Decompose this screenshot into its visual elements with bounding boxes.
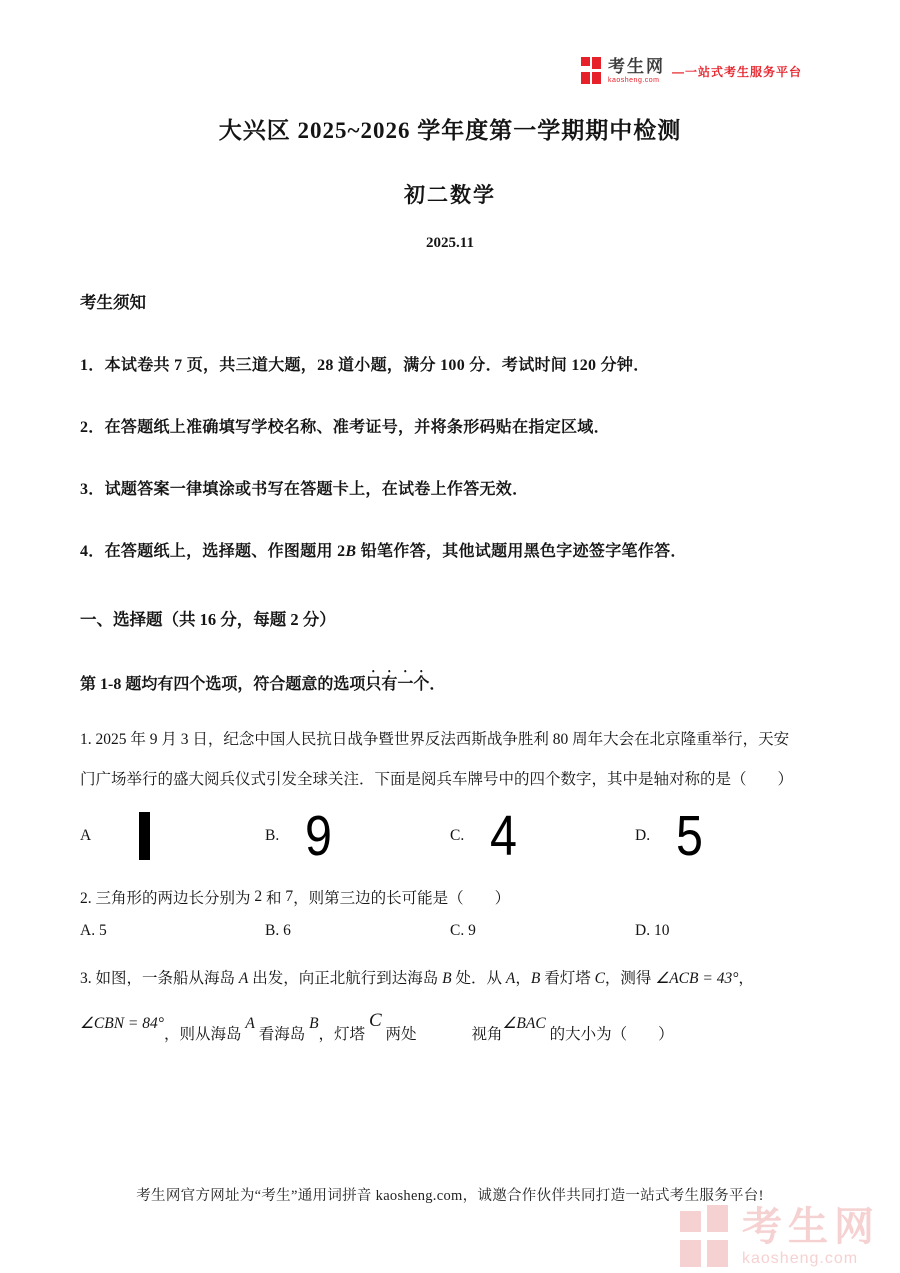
section-note-end: ． [429, 676, 446, 693]
q2-option-b: B. 6 [265, 922, 291, 939]
q1-option-b-digit: 9 [305, 804, 333, 868]
question-1-line1: 1. 2025 年 9 月 3 日，纪念中国人民抗日战争暨世界反法西斯战争胜利 80 周年大会在北京隆重举行，天安 [80, 731, 790, 748]
question-2-text-post: ，则第三边的长可能是（ ） [293, 890, 511, 907]
notice-item-2: 2．在答题纸上准确填写学校名称、准考证号，并将条形码贴在指定区域． [80, 419, 610, 436]
footer-text: 考生网官方网址为“考生”通用词拼音 kaosheng.com，诚邀合作伙伴共同打造一站式考生服务平台! [136, 1188, 764, 1204]
page-title: 大兴区 2025~2026 学年度第一学期期中检测 [218, 118, 682, 143]
q3-math-B3: B [309, 1015, 319, 1032]
q3-text: ，则从海岛 [163, 1026, 246, 1043]
q3-text: ， [515, 970, 531, 987]
q3-text: 视角 [471, 1026, 503, 1043]
q1-option-a-digit [139, 812, 150, 860]
watermark-brand-domain: kaosheng.com [742, 1250, 859, 1267]
question-1-line2: 门广场举行的盛大阅兵仪式引发全球关注．下面是阅兵车牌号中的四个数字，其中是轴对称的是（ ） [80, 771, 794, 788]
question-2-num1: 2 [254, 888, 263, 905]
section-note [80, 667, 820, 694]
question-2-text-pre: 2. 三角形的两边长分别为 [80, 890, 255, 907]
q3-text: ，测得 [604, 970, 656, 987]
brand-text-block [608, 58, 665, 84]
kaosheng-logo [581, 57, 802, 85]
q1-option-d-digit: 5 [676, 804, 704, 868]
watermark-logo [680, 1205, 880, 1269]
q3-text: 3. 如图，一条船从海岛 [80, 970, 239, 987]
brand-domain: kaosheng.com [607, 77, 660, 84]
subject-title: 初二数学 [404, 183, 496, 207]
notice-heading: 考生须知 [80, 293, 146, 312]
q3-text: 的大小为（ ） [545, 1026, 674, 1043]
q3-math-angle-BAC: ∠BAC [502, 1015, 546, 1032]
q1-option-d [635, 804, 820, 868]
q1-option-c-label: C. [450, 827, 465, 844]
q2-option-c: C. 9 [450, 922, 476, 939]
question-3-line2 [80, 1012, 820, 1060]
q3-text: ， [738, 970, 754, 987]
q3-text: 处．从 [451, 970, 506, 987]
q3-math-A2: A [505, 970, 516, 987]
section-heading: 一、选择题（共 16 分，每题 2 分） [80, 610, 336, 629]
q1-option-b-label: B. [265, 827, 280, 844]
kaosheng-logo-icon [581, 57, 603, 85]
q3-math-A3: A [245, 1015, 255, 1032]
q3-text: 出发，向正北航行到达海岛 [248, 970, 443, 987]
q3-math-B2: B [530, 970, 541, 987]
watermark-brand-name: 考生网 [742, 1205, 880, 1249]
q3-text: 看灯塔 [540, 970, 595, 987]
brand-tagline: —一站式考生服务平台 [671, 64, 802, 79]
q3-math-angle-ACB: ∠ACB = 43° [655, 970, 739, 987]
q3-math-B: B [442, 970, 452, 987]
q3-math-A: A [238, 970, 249, 987]
notice-item-4-post: 铅笔作答，其他试题用黑色字迹签字笔作答． [356, 543, 687, 560]
section-note-pre: 第 1-8 题均有四个选项，符合题意的选项 [80, 676, 366, 693]
q1-option-a-label: A [80, 827, 92, 844]
brand-name: 考生网 [607, 57, 665, 76]
question-2 [80, 884, 820, 914]
q1-option-a [80, 804, 265, 868]
section-note-emphasis: 只有一个 [365, 676, 430, 693]
q1-option-c-digit: 4 [490, 804, 518, 868]
question-3-line1 [80, 962, 820, 996]
q2-option-d: D. 10 [635, 922, 670, 939]
question-1 [80, 720, 820, 800]
q3-math-angle-CBN: ∠CBN = 84° [80, 1015, 164, 1032]
q3-math-C: C [594, 970, 605, 987]
notice-item-4-italic: B [345, 543, 357, 560]
q1-option-c [450, 804, 635, 868]
question-1-options [80, 804, 820, 868]
notice-item-4-pre: 4．在答题纸上，选择题、作图题用 2 [80, 543, 346, 560]
question-2-text-mid: 和 [262, 890, 286, 907]
q2-option-a: A. 5 [80, 922, 107, 939]
question-2-num2: 7 [285, 888, 294, 905]
exam-date: 2025.11 [426, 235, 474, 251]
q1-option-d-label: D. [635, 827, 651, 844]
watermark-logo-icon [680, 1205, 732, 1269]
notice-item-3: 3．试题答案一律填涂或书写在答题卡上，在试卷上作答无效． [80, 481, 529, 498]
q3-text: ，灯塔 [318, 1026, 369, 1043]
q3-text: 两处 [381, 1026, 417, 1043]
watermark-text-block [742, 1207, 880, 1267]
notice-item-1: 1．本试卷共 7 页，共三道大题，28 道小题，满分 100 分．考试时间 120 分钟． [80, 357, 650, 374]
notice-item-4 [80, 538, 820, 561]
question-2-options [80, 922, 820, 940]
q3-math-C2: C [368, 1010, 382, 1031]
q1-option-b [265, 804, 450, 868]
q3-text: 看海岛 [254, 1026, 310, 1043]
